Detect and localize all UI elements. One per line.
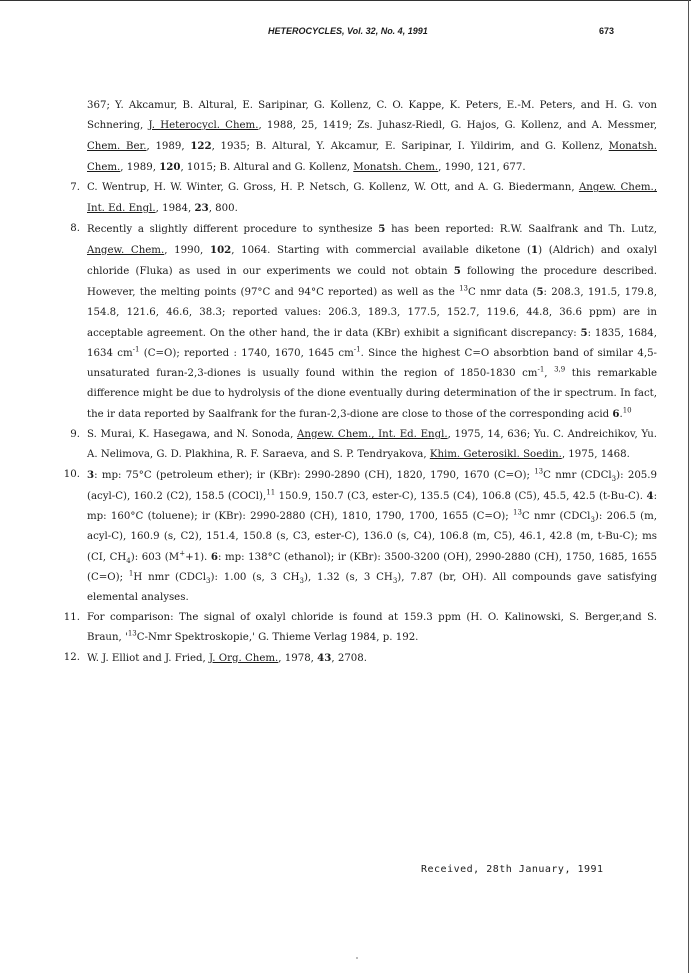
page-border-top [0, 0, 691, 1]
reference-6-continuation [60, 96, 657, 178]
reference-text: For comparison: The signal of oxalyl chloride is found at 159.3 ppm (H. O. Kalinowski, S. Berger,and S. Braun, '$^{13}C$-Nmr Spektroskopie,' G. Thieme Verlag 1984, p. 192. [87, 612, 657, 643]
reference-text: S. Murai, K. Hasegawa, and N. Sonoda, Angew. Chem., Int. Ed. Engl., 1975, 14, 636; Yu. C. Andreichikov, Yu. A. Nelimova, G. D. Plakhina, R. F. Saraeva, and S. P. Tendryakova, Khim. Geterosikl. Soedin., 1975, 1468. [87, 429, 658, 460]
reference-number: 8. [70, 223, 80, 234]
reference-number: 7. [70, 182, 80, 193]
journal-name: J. Org. Chem. [209, 653, 279, 664]
journal-citation: HETEROCYCLES, Vol. 32, No. 4, 1991 [268, 26, 428, 36]
page-number: 673 [599, 26, 615, 36]
reference-7 [60, 178, 657, 219]
reference-number: 10. [63, 469, 80, 480]
journal-name: Angew. Chem., Int. Ed. Engl. [297, 429, 448, 440]
page-border-right [688, 0, 689, 973]
reference-text: W. J. Elliot and J. Fried, J. Org. Chem., 1978, 43, 2708. [87, 652, 368, 664]
reference-list [60, 96, 657, 669]
reference-12 [60, 648, 657, 669]
journal-name: Chem. Ber. [87, 141, 147, 152]
reference-text: 367; Y. Akcamur, B. Altural, E. Saripinar, G. Kollenz, C. O. Kappe, K. Peters, E.-M. Peters, and H. G. von Schnering, J. Heterocycl. Chem., 1988, 25, 1419; Zs. Juhasz-Riedl, G. Hajos, G. Kollenz, and A. Messmer, Chem. Ber., 1989, 122, 1935; B. Altural, Y. Akcamur, E. Saripinar, I. Yildirim, and G. Kollenz, Monatsh. Chem., 1989, 120, 1015; B. Altural and G. Kollenz, Monatsh. Chem., 1990, 121, 677. [87, 100, 657, 173]
reference-9 [60, 425, 657, 465]
reference-text: C. Wentrup, H. W. Winter, G. Gross, H. P. Netsch, G. Kollenz, W. Ott, and A. G. Biedermann, Angew. Chem., Int. Ed. Engl., 1984, 23, 800. [87, 182, 657, 214]
running-header [0, 26, 691, 40]
reference-text: Recently a slightly different procedure to synthesize 5 has been reported: R.W. Saalfrank and Th. Lutz, Angew. Chem., 1990, 102, 1064. Starting with commercial available diketone (1) (Aldrich) and oxalyl chloride (Fluka) as used in our experiments we could not obtain 5 following the procedure described. However, the melting points (97°C and 94°C reported) as well as the $^{13}$C nmr data (5: 208.3, 191.5, 179.8, 154.8, 121.6, 46.6, 38.3; reported values: 206.3, 189.3, 177.5, 152.7, 119.6, 44.8, 36.6 ppm) are in acceptable agreement. On the other hand, the ir data (KBr) exhibit a significant discrepancy: 5: 1835, 1684, 1634 $cm^{-1}$ (C=O); reported : 1740, 1670, 1645 $cm^{-1}$. Since the highest C=O absorbtion band of similar 4,5-unsaturated furan-2,3-diones is usually found within the region of 1850-1830 $cm^{-1}$, $^{3,9}$ this remarkable difference might be due to hydrolysis of the dione eventually during determination of the ir spectrum. In fact, the ir data reported by Saalfrank for the furan-2,3-dione are close to those of the corresponding acid 6.10 [87, 223, 658, 420]
reference-11 [60, 608, 657, 648]
reference-number: 12. [63, 652, 80, 663]
received-date: Received, 28th January, 1991 [421, 864, 604, 875]
reference-number: 11. [63, 612, 80, 623]
reference-8 [60, 219, 657, 425]
reference-10 [60, 465, 657, 608]
journal-name: Khim. Geterosikl. Soedin. [429, 449, 562, 460]
journal-name: Angew. Chem., Int. Ed. Engl. [87, 182, 657, 214]
journal-name: J. Heterocycl. Chem. [148, 120, 259, 131]
reference-text: 3: mp: 75°C (petroleum ether); ir (KBr): 2990-2890 (CH), 1820, 1790, 1670 (C=O); $^{13}$C nmr (CDCl$_3$): 205.9 (acyl-C), 160.2 (C2), 158.5 (COCl),$^{11}$ 150.9, 150.7 (C3, ester-C), 135.5 (C4), 106.8 (C5), 45.5, 42.5 (t-Bu-C). 4: mp: 160°C (toluene); ir (KBr): 2990-2880 (CH), 1810, 1790, 1700, 1655 (C=O); $^{13}$C nmr (CDCl$_3$): 206.5 (m, acyl-C), 160.9 (s, C2), 151.4, 150.8 (s, C3, ester-C), 136.0 (s, C4), 106.8 (m, C5), 46.1, 42.8 (m, t-Bu-C); ms (CI, $CH_4$): 603 (M++1). 6: mp: 138°C (ethanol); ir (KBr): 3500-3200 (OH), 2990-2880 (CH), 1750, 1685, 1655 (C=O); $^1$H nmr (CDCl$_3$): 1.00 (s, 3 $CH_3$), 1.32 (s, 3 $CH_3$), 7.87 (br, OH). All compounds gave satisfying elemental analyses. [87, 467, 658, 603]
journal-name: Monatsh. Chem. [353, 162, 439, 173]
journal-name: Monatsh. Chem. [87, 141, 657, 173]
reference-number: 9. [70, 429, 80, 440]
journal-name: Angew. Chem. [87, 245, 165, 256]
scan-speck [356, 957, 358, 959]
